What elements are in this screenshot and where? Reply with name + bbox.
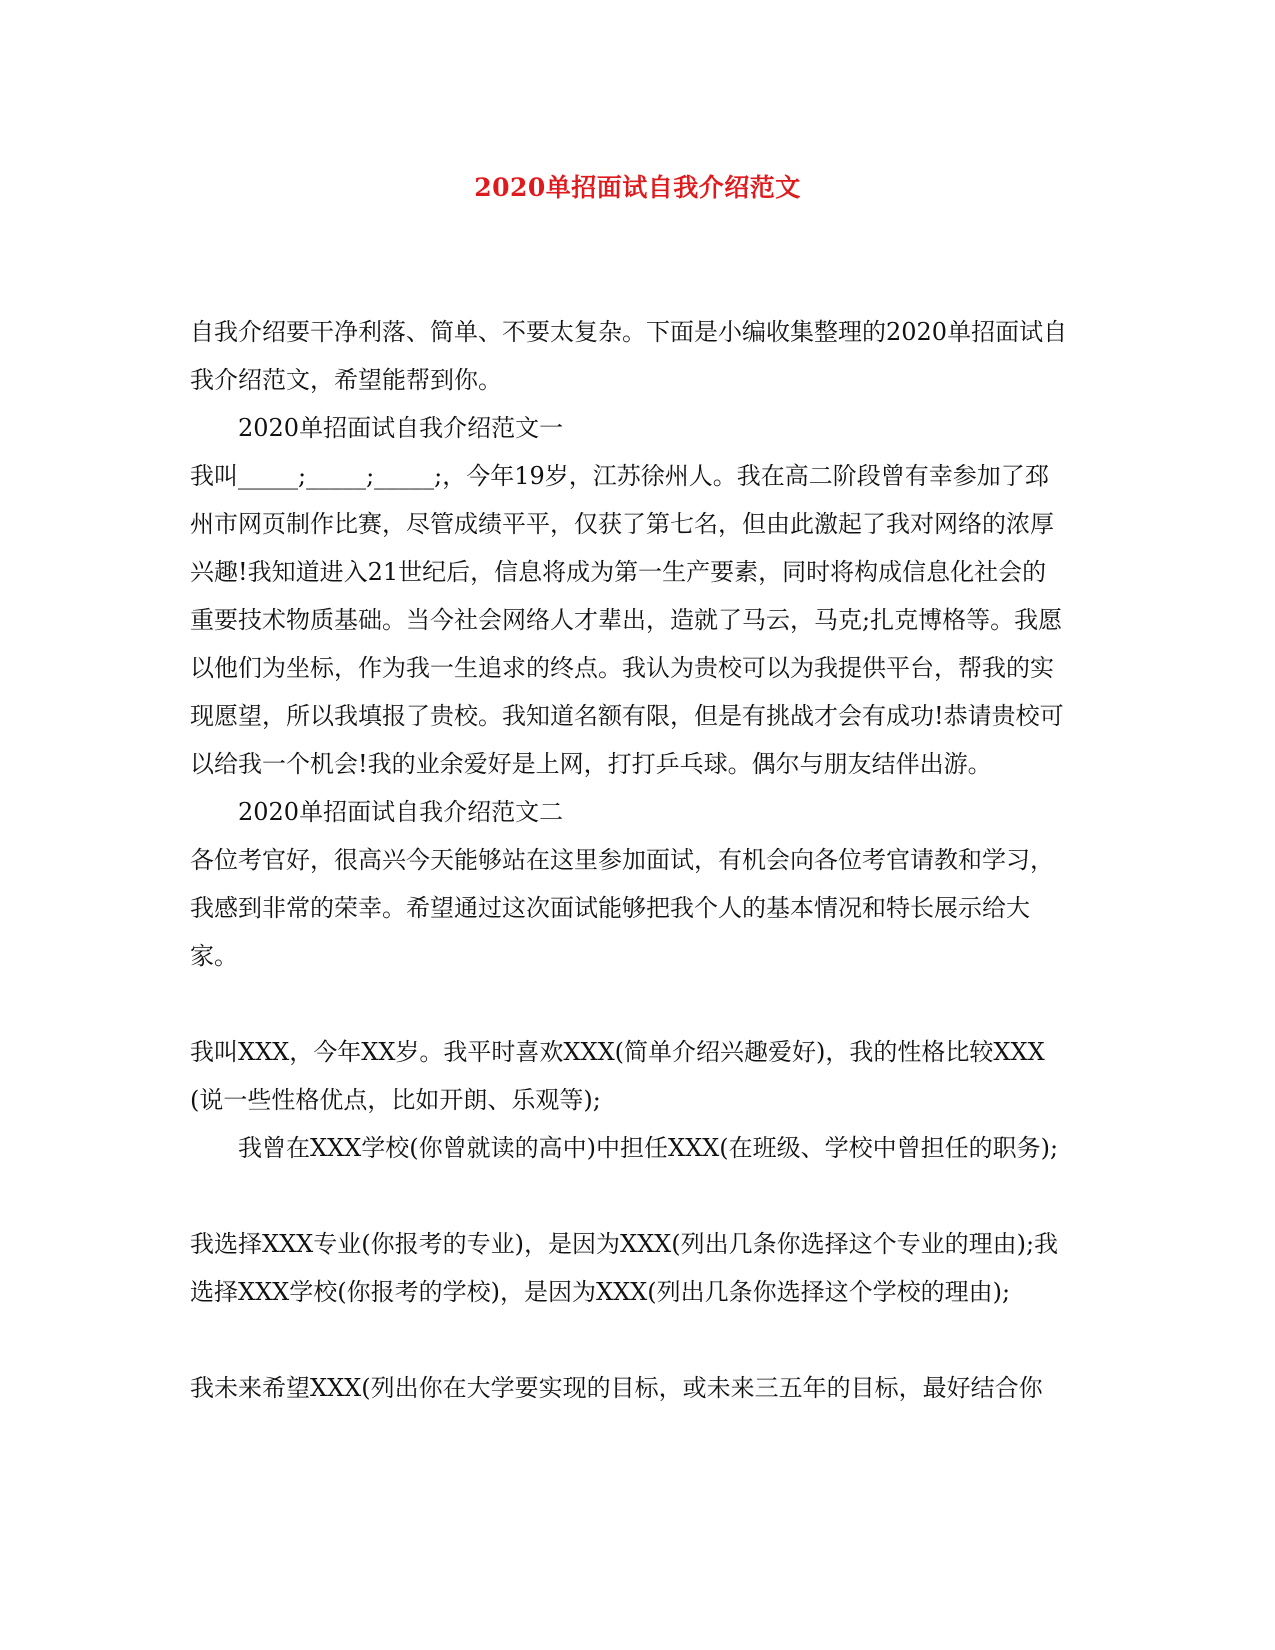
document-title: 2020单招面试自我介绍范文	[474, 173, 801, 202]
sample-two-future-paragraph: 我未来希望XXX(列出你在大学要实现的目标，或未来三五年的目标，最好结合你	[190, 1374, 1043, 1402]
sample-two-greeting: 各位考官好，很高兴今天能够站在这里参加面试，有机会向各位考官请教和学习，我感到非常的荣幸。希望通过这次面试能够把我个人的基本情况和特长展示给大家。	[190, 846, 1054, 970]
sample-two-name-paragraph: 我叫XXX，今年XX岁。我平时喜欢XXX(简单介绍兴趣爱好)，我的性格比较XXX(说一些性格优点，比如开朗、乐观等);	[190, 1038, 1045, 1114]
spacer	[190, 1316, 1070, 1364]
sample-two-school-paragraph: 我曾在XXX学校(你曾就读的高中)中担任XXX(在班级、学校中曾担任的职务);	[238, 1134, 1059, 1162]
section-heading-one: 2020单招面试自我介绍范文一	[238, 414, 564, 442]
sample-one-paragraph: 我叫_____;_____;_____;，今年19岁，江苏徐州人。我在高二阶段曾有幸参加了邳州市网页制作比赛，尽管成绩平平，仅获了第七名，但由此激起了我对网络的浓厚兴趣!我知道进入21世纪后，信息将成为第一生产要素，同时将构成信息化社会的重要技术物质基础。当今社会网络人才辈出，造就了马云，马克;扎克博格等。我愿以他们为坐标，作为我一生追求的终点。我认为贵校可以为我提供平台，帮我的实现愿望，所以我填报了贵校。我知道名额有限，但是有挑战才会有成功!恭请贵校可以给我一个机会!我的业余爱好是上网，打打乒乓球。偶尔与朋友结伴出游。	[190, 462, 1064, 778]
spacer	[190, 1172, 1070, 1220]
sample-two-major-paragraph: 我选择XXX专业(你报考的专业)，是因为XXX(列出几条你选择这个专业的理由);我选择XXX学校(你报考的学校)，是因为XXX(列出几条你选择这个学校的理由);	[190, 1230, 1059, 1306]
document-body	[190, 308, 1070, 1412]
spacer	[190, 980, 1070, 1028]
intro-paragraph: 自我介绍要干净利落、简单、不要太复杂。下面是小编收集整理的2020单招面试自我介绍范文，希望能帮到你。	[190, 318, 1068, 394]
section-heading-two: 2020单招面试自我介绍范文二	[238, 798, 564, 826]
